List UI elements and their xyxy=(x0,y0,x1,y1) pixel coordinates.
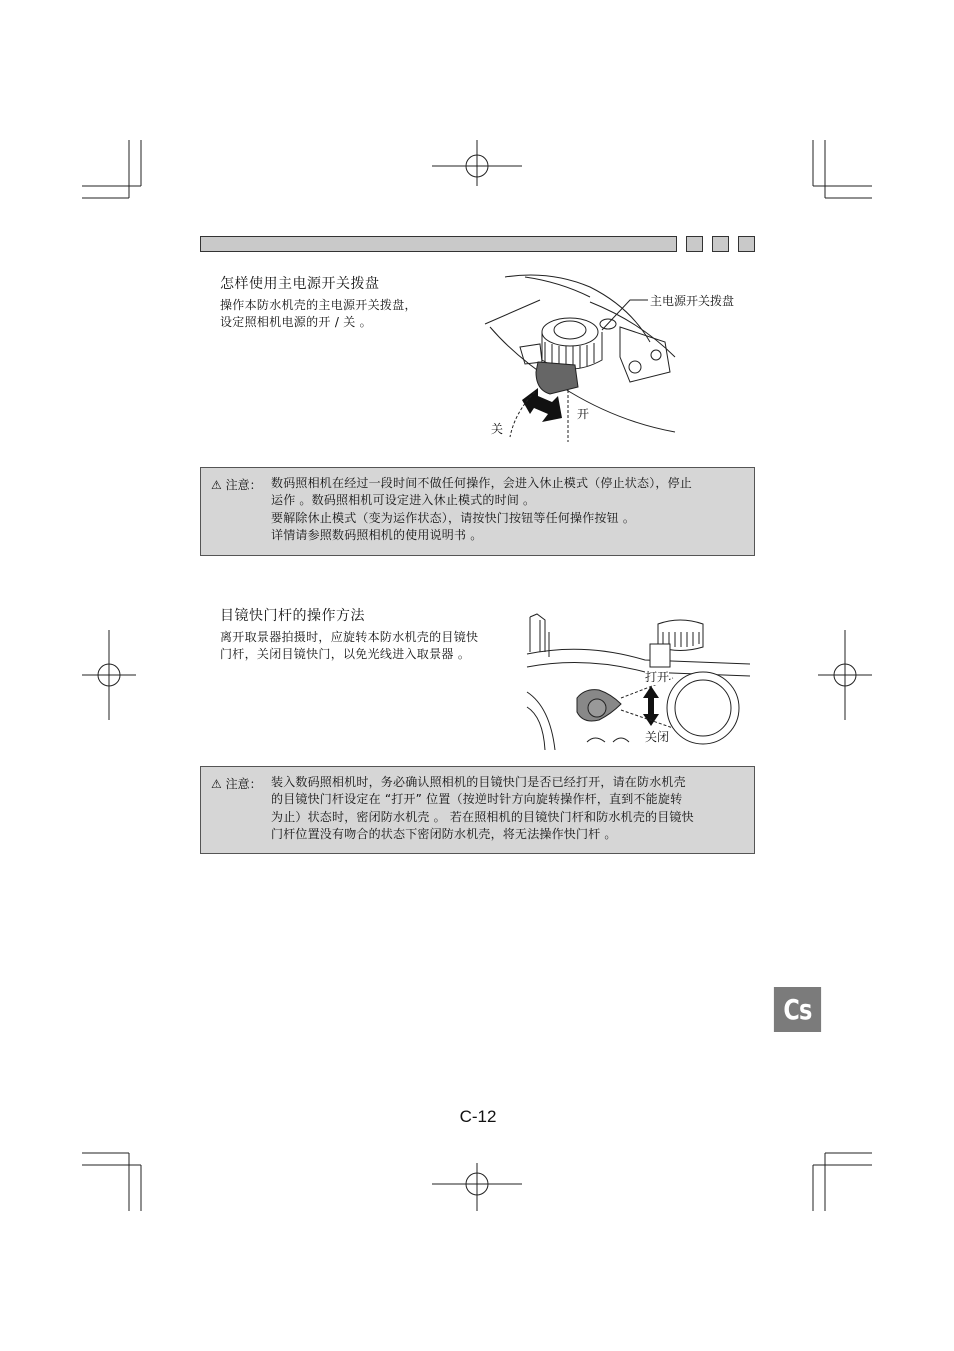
caution-line: 要解除休止模式（变为运作状态），请按快门按钮等任何操作按钮 。 xyxy=(271,510,636,525)
caution-line: 装入数码照相机时，务必确认照相机的目镜快门是否已经打开，请在防水机壳 xyxy=(271,775,686,789)
caution-line: 运作 。数码照相机可设定进入休止模式的时间 。 xyxy=(271,493,536,508)
header-square xyxy=(686,236,703,252)
open-label: 打开 xyxy=(645,670,670,684)
section1-title: 怎样使用主电源开关拨盘 xyxy=(220,276,380,292)
on-label: 开 xyxy=(577,407,590,421)
caution-text xyxy=(271,475,744,544)
section1-body-line: 设定照相机电源的开 / 关 。 xyxy=(220,315,372,329)
page-number: C-12 xyxy=(459,1107,497,1126)
close-label: 关闭 xyxy=(645,730,670,744)
section2-title: 目镜快门杆的操作方法 xyxy=(220,608,365,624)
section1-body-line: 操作本防水机壳的主电源开关拨盘， xyxy=(220,298,417,312)
caution-line: 数码照相机在经过一段时间不做任何操作，会进入休止模式（停止状态），停止 xyxy=(271,476,693,490)
header-square xyxy=(712,236,729,252)
section2-body-line: 门杆，关闭目镜快门，以免光线进入取景器 。 xyxy=(220,647,471,661)
language-tab: Cs xyxy=(774,987,821,1032)
section2-body xyxy=(220,629,478,663)
off-label: 关 xyxy=(491,422,504,436)
caution-line: 为止）状态时，密闭防水机壳 。 若在照相机的目镜快门杆和防水机壳的目镜快 xyxy=(271,809,694,824)
caution-note xyxy=(200,766,755,854)
section1-body xyxy=(220,297,417,331)
caution-line: 的目镜快门杆设定在 “打开” 位置（按逆时针方向旋转操作杆，直到不能旋转 xyxy=(271,792,683,807)
caution-note xyxy=(200,467,755,556)
caution-label: ⚠ 注意： xyxy=(211,777,262,791)
caution-line: 门杆位置没有吻合的状态下密闭防水机壳，将无法操作快门杆 。 xyxy=(271,826,617,841)
caution-label: ⚠ 注意： xyxy=(211,478,262,492)
section2-body-line: 离开取景器拍摄时，应旋转本防水机壳的目镜快 xyxy=(220,630,479,644)
caution-text xyxy=(271,774,744,843)
eyepiece-lever-illustration xyxy=(525,612,750,750)
header-square xyxy=(738,236,755,252)
power-dial-callout: 主电源开关拨盘 xyxy=(650,294,735,308)
header-bar xyxy=(200,236,677,252)
caution-line: 详情请参照数码照相机的使用说明书 。 xyxy=(271,527,483,542)
